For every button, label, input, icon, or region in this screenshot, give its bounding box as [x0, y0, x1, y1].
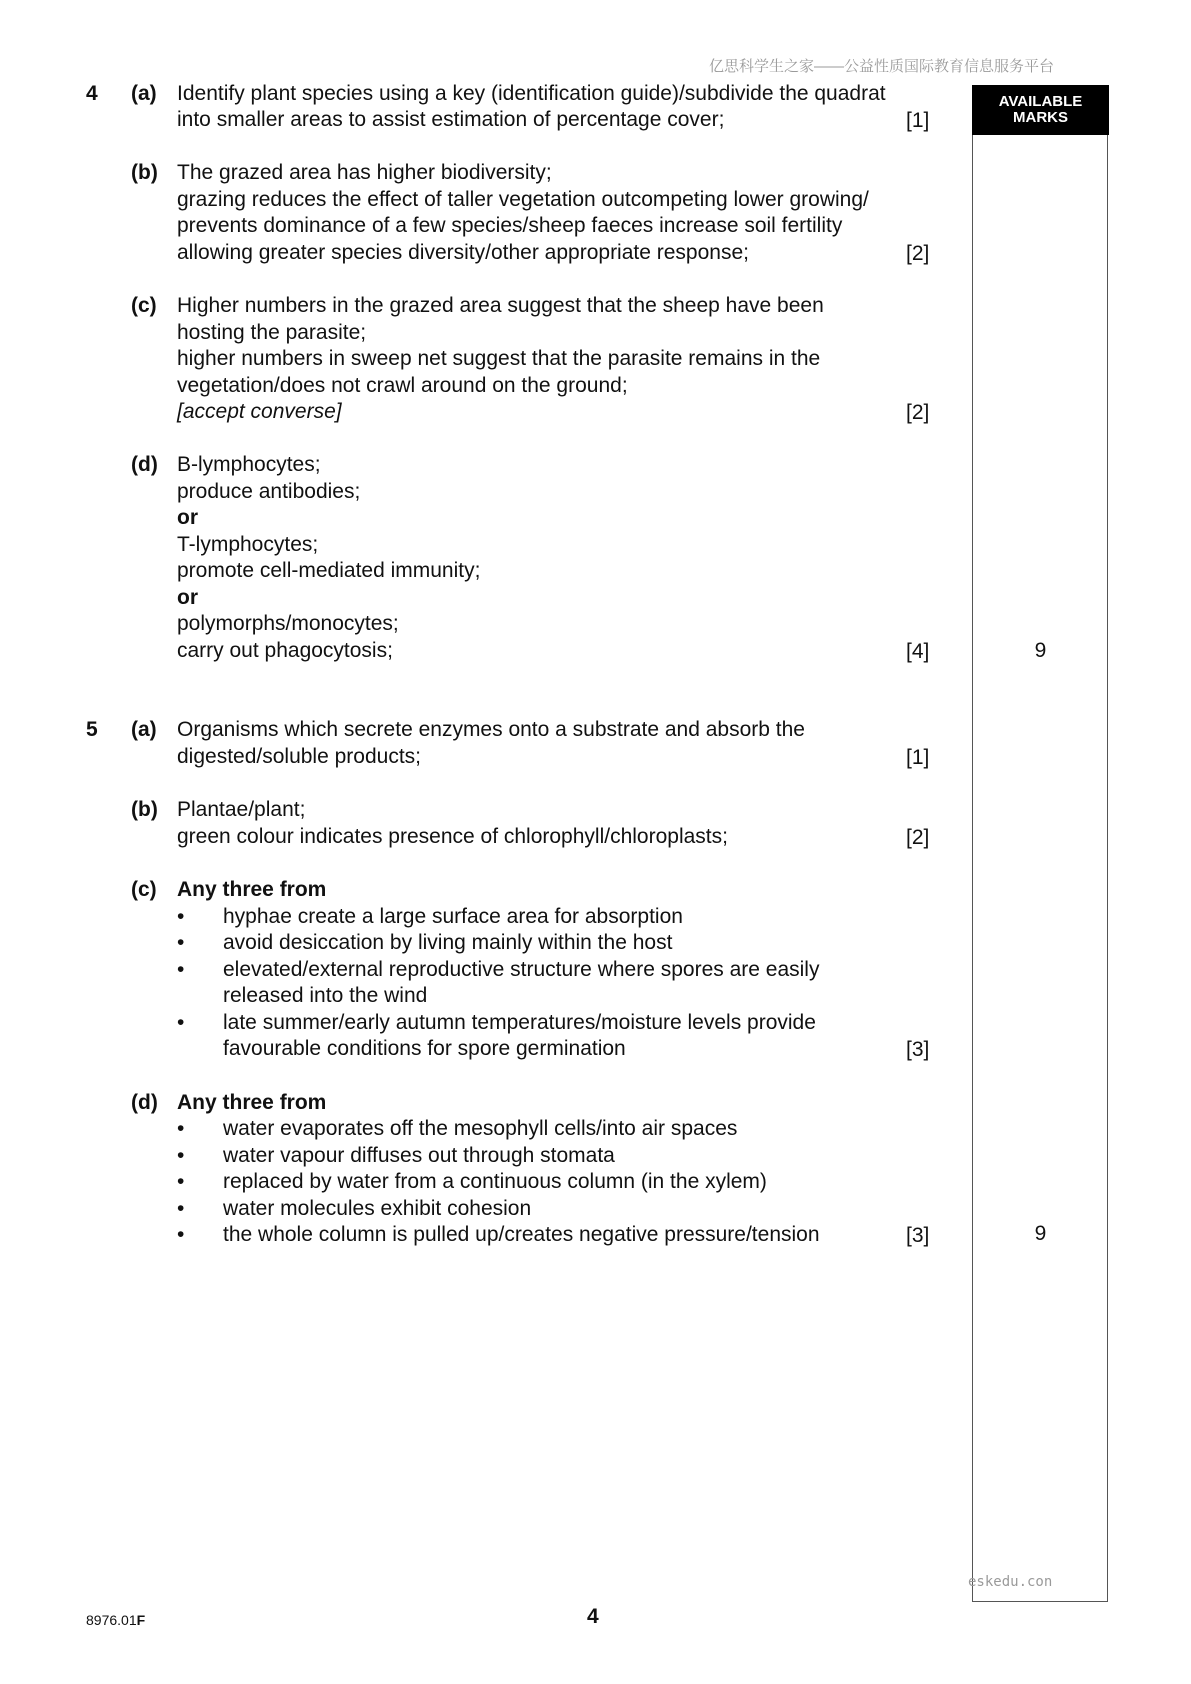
bullet-icon: •: [177, 905, 185, 928]
bullet-icon: •: [177, 1011, 185, 1034]
answer-4b-line3: prevents dominance of a few species/sheep faeces increase soil fertility: [177, 214, 843, 237]
question-number-4: 4: [86, 82, 98, 105]
answer-4d-line5: polymorphs/monocytes;: [177, 612, 399, 635]
answer-5c-bullet4-cont: favourable conditions for spore germination: [223, 1037, 626, 1060]
bullet-icon: •: [177, 1170, 185, 1193]
paper-code-number: 8976.01: [86, 1612, 137, 1628]
answer-4b-line4: allowing greater species diversity/other appropriate response;: [177, 241, 749, 264]
answer-5c-bullet1: hyphae create a large surface area for absorption: [223, 905, 683, 928]
answer-4a-line2: into smaller areas to assist estimation of percentage cover;: [177, 108, 725, 131]
answer-5a-line2: digested/soluble products;: [177, 745, 421, 768]
answer-4b-line2: grazing reduces the effect of taller vegetation outcompeting lower growing/: [177, 188, 869, 211]
part-label-4c: (c): [131, 294, 157, 317]
bullet-icon: •: [177, 1197, 185, 1220]
paper-code: [86, 1612, 145, 1628]
mark-4a: [1]: [906, 109, 930, 132]
answer-5a-line1: Organisms which secrete enzymes onto a substrate and absorb the: [177, 718, 805, 741]
part-label-5c: (c): [131, 878, 157, 901]
part-label-5d: (d): [131, 1091, 158, 1114]
bullet-icon: •: [177, 931, 185, 954]
answer-5d-heading: Any three from: [177, 1091, 327, 1114]
answer-4c-line4: vegetation/does not crawl around on the ground;: [177, 374, 628, 397]
answer-5d-bullet5: the whole column is pulled up/creates negative pressure/tension: [223, 1223, 820, 1246]
part-label-4d: (d): [131, 453, 158, 476]
answer-5b-line1: Plantae/plant;: [177, 798, 306, 821]
answer-4a-line1: Identify plant species using a key (identification guide)/subdivide the quadrat: [177, 82, 886, 105]
bullet-icon: •: [177, 958, 185, 981]
paper-code-suffix: F: [136, 1612, 146, 1628]
answer-4d-line1: B-lymphocytes;: [177, 453, 321, 476]
mark-5b: [2]: [906, 826, 930, 849]
page-number: 4: [587, 1605, 599, 1628]
q5-total-marks: 9: [1034, 1222, 1047, 1245]
marks-label: MARKS: [1013, 109, 1068, 126]
mark-5a: [1]: [906, 746, 930, 769]
answer-4c-line2: hosting the parasite;: [177, 321, 367, 344]
answer-5c-heading: Any three from: [177, 878, 327, 901]
q4-total-marks: 9: [1034, 639, 1047, 662]
available-label: AVAILABLE: [998, 93, 1083, 110]
mark-4d: [4]: [906, 640, 930, 663]
answer-4c-line1: Higher numbers in the grazed area suggest that the sheep have been: [177, 294, 824, 317]
answer-4d-line4: promote cell-mediated immunity;: [177, 559, 481, 582]
mark-5d: [3]: [906, 1224, 930, 1247]
answer-4c-note: [accept converse]: [177, 400, 342, 423]
part-label-5b: (b): [131, 798, 158, 821]
answer-4d-or2: or: [177, 586, 198, 609]
answer-5d-bullet4: water molecules exhibit cohesion: [223, 1197, 532, 1220]
bullet-icon: •: [177, 1223, 185, 1246]
answer-5d-bullet3: replaced by water from a continuous column (in the xylem): [223, 1170, 767, 1193]
part-label-4b: (b): [131, 161, 158, 184]
answer-5c-bullet3: elevated/external reproductive structure where spores are easily: [223, 958, 820, 981]
answer-5c-bullet3-cont: released into the wind: [223, 984, 428, 1007]
answer-5d-bullet2: water vapour diffuses out through stomata: [223, 1144, 615, 1167]
part-label-5a: (a): [131, 718, 157, 741]
answer-4c-line3: higher numbers in sweep net suggest that the parasite remains in the: [177, 347, 821, 370]
bullet-icon: •: [177, 1117, 185, 1140]
mark-4b: [2]: [906, 242, 930, 265]
answer-5b-line2: green colour indicates presence of chlorophyll/chloroplasts;: [177, 825, 728, 848]
answer-4d-or1: or: [177, 506, 198, 529]
mark-5c: [3]: [906, 1038, 930, 1061]
bullet-icon: •: [177, 1144, 185, 1167]
available-marks-column: [972, 135, 1108, 1602]
answer-4b-line1: The grazed area has higher biodiversity;: [177, 161, 552, 184]
answer-5c-bullet2: avoid desiccation by living mainly within the host: [223, 931, 673, 954]
footer-watermark: eskedu.con: [968, 1574, 1053, 1590]
answer-5c-bullet4: late summer/early autumn temperatures/moisture levels provide: [223, 1011, 816, 1034]
answer-5d-bullet1: water evaporates off the mesophyll cells/into air spaces: [223, 1117, 738, 1140]
header-watermark: 亿思科学生之家——公益性质国际教育信息服务平台: [708, 58, 1054, 75]
question-number-5: 5: [86, 718, 98, 741]
answer-4d-line6: carry out phagocytosis;: [177, 639, 393, 662]
part-label-4a: (a): [131, 82, 157, 105]
mark-4c: [2]: [906, 401, 930, 424]
answer-4d-line3: T-lymphocytes;: [177, 533, 319, 556]
available-marks-header: [972, 85, 1109, 135]
answer-4d-line2: produce antibodies;: [177, 480, 361, 503]
